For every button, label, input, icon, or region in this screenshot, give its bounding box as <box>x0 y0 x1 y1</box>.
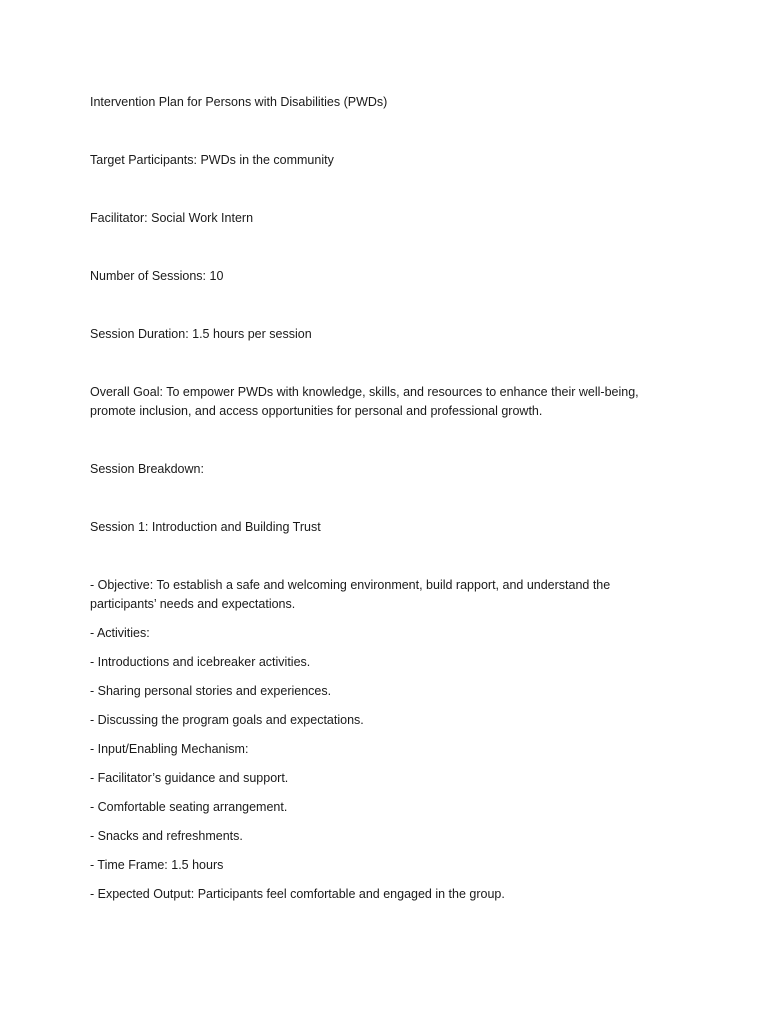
session-1-objective: - Objective: To establish a safe and welcoming environment, build rapport, and understand the participants’ needs and expectations. <box>90 578 611 611</box>
session-1-input-item: - Facilitator’s guidance and support. <box>90 771 289 785</box>
session-1-time-frame: - Time Frame: 1.5 hours <box>90 858 224 872</box>
session-1-expected-output: - Expected Output: Participants feel comfortable and engaged in the group. <box>90 887 505 901</box>
document-body <box>90 93 670 914</box>
session-1-activities-label: - Activities: <box>90 626 150 640</box>
number-of-sessions: Number of Sessions: 10 <box>90 269 224 283</box>
session-1-input-item: - Comfortable seating arrangement. <box>90 800 288 814</box>
session-1-heading: Session 1: Introduction and Building Trust <box>90 520 321 534</box>
facilitator: Facilitator: Social Work Intern <box>90 211 254 225</box>
session-duration: Session Duration: 1.5 hours per session <box>90 327 312 341</box>
overall-goal: Overall Goal: To empower PWDs with knowledge, skills, and resources to enhance their well-being, promote inclusion, and access opportunities for personal and professional growth. <box>90 385 639 418</box>
session-1-activity-item: - Introductions and icebreaker activities. <box>90 655 311 669</box>
session-1-input-item: - Snacks and refreshments. <box>90 829 243 843</box>
target-participants: Target Participants: PWDs in the community <box>90 153 334 167</box>
session-1-input-label: - Input/Enabling Mechanism: <box>90 742 249 756</box>
session-1-activity-item: - Sharing personal stories and experiences. <box>90 684 332 698</box>
session-breakdown-heading: Session Breakdown: <box>90 462 204 476</box>
session-1-activity-item: - Discussing the program goals and expectations. <box>90 713 364 727</box>
document-title: Intervention Plan for Persons with Disabilities (PWDs) <box>90 95 388 109</box>
